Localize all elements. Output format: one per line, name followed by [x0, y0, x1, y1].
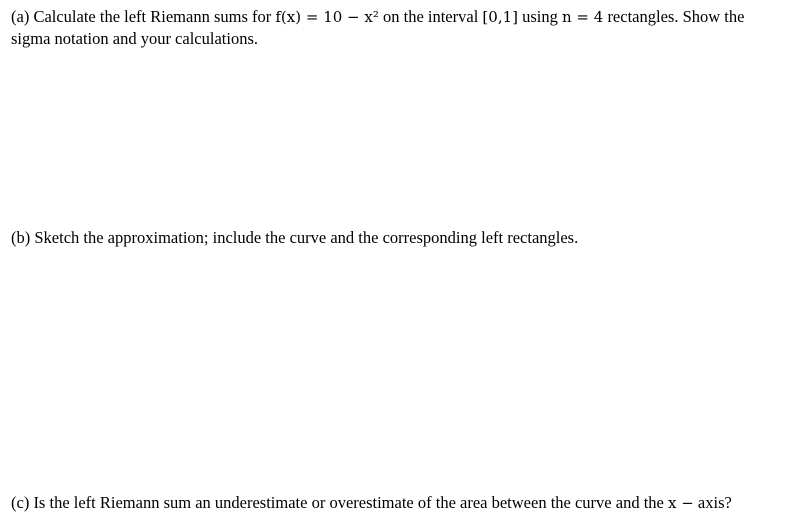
- part-a-suffix: rectangles. Show the: [603, 7, 745, 26]
- part-b-text: (b) Sketch the approximation; include the curve and the corresponding left rectangles.: [11, 228, 579, 247]
- question-part-a: [11, 6, 744, 50]
- part-a-middle: on the interval: [378, 7, 483, 26]
- interval-expression: [0,1]: [482, 8, 518, 26]
- question-part-c: [11, 492, 732, 514]
- n-expression: n = 4: [562, 8, 604, 26]
- question-part-b: [11, 227, 578, 249]
- part-c-prefix: (c) Is the left Riemann sum an underestimate or overestimate of the area between the curve and the: [11, 493, 668, 512]
- part-c-suffix: axis?: [693, 493, 732, 512]
- part-a-using: using: [517, 7, 562, 26]
- part-a-prefix: (a) Calculate the left Riemann sums for: [11, 7, 276, 26]
- part-a-line2: sigma notation and your calculations.: [11, 29, 258, 48]
- function-expression: f(x) = 10 − x²: [275, 8, 379, 26]
- axis-expression: x −: [667, 494, 694, 512]
